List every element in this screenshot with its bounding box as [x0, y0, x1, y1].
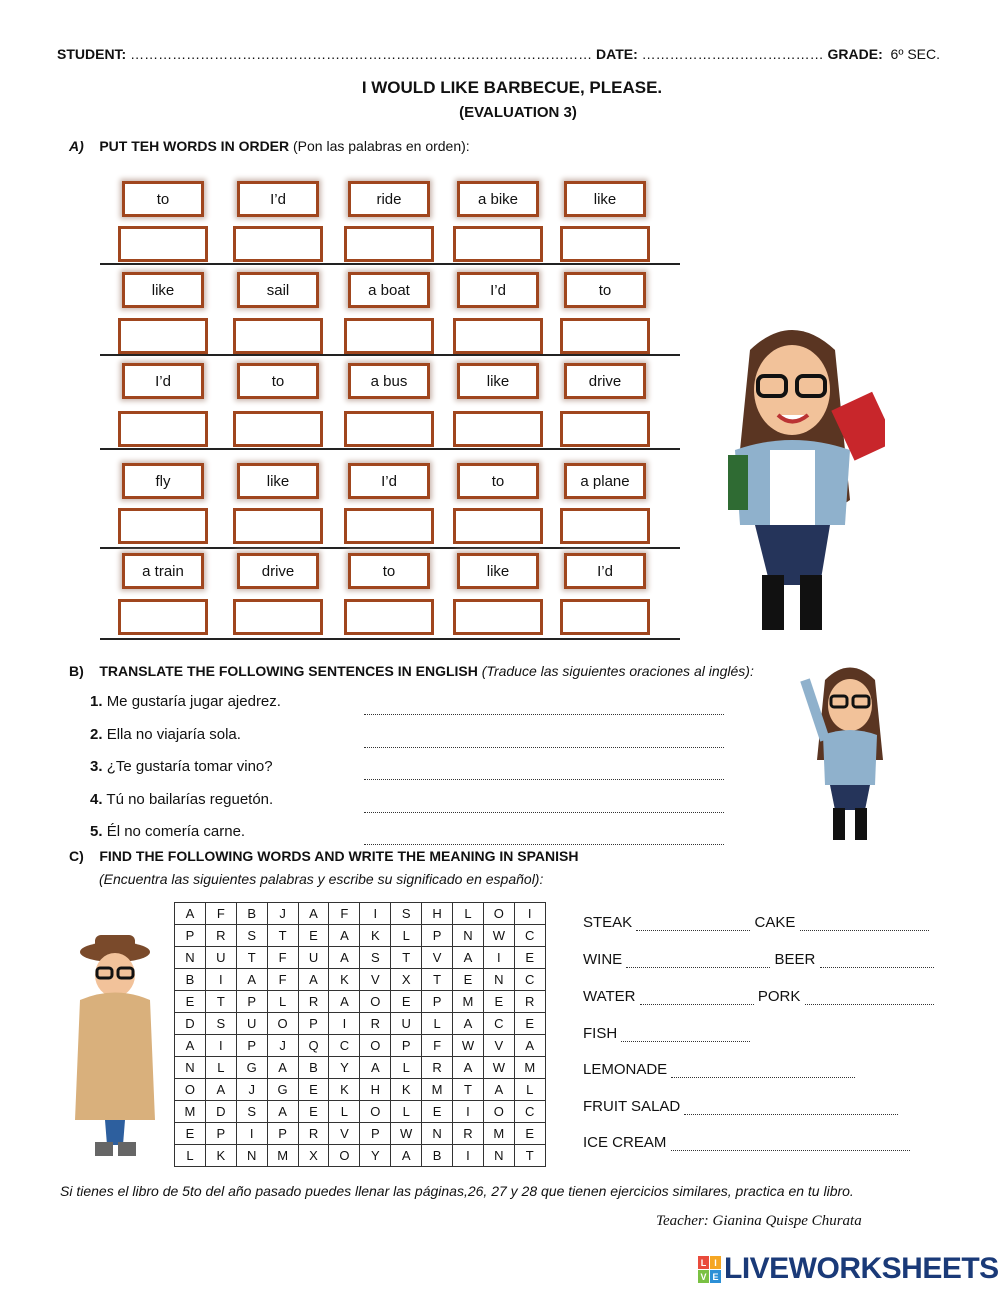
answer-box[interactable]	[118, 411, 208, 447]
grid-letter[interactable]: E	[298, 1101, 329, 1123]
sentence-prompt	[90, 726, 241, 743]
grid-letter[interactable]: O	[360, 991, 391, 1013]
grid-letter[interactable]: I	[453, 1145, 484, 1167]
section-c-note: (Encuentra las siguientes palabras y escribe su significado en español):	[99, 871, 544, 887]
word-chip[interactable]: sail	[237, 272, 319, 308]
grid-letter[interactable]: U	[298, 947, 329, 969]
grid-letter[interactable]: K	[329, 1079, 360, 1101]
grid-letter[interactable]: L	[453, 903, 484, 925]
grid-letter[interactable]: C	[483, 1013, 514, 1035]
grid-letter[interactable]: R	[453, 1123, 484, 1145]
answer-box[interactable]	[560, 411, 650, 447]
grid-letter[interactable]: A	[236, 969, 267, 991]
grid-letter[interactable]: Y	[360, 1145, 391, 1167]
logo-mark-letter: V	[700, 1272, 707, 1282]
grid-letter[interactable]: A	[329, 925, 360, 947]
answer-box[interactable]	[560, 318, 650, 354]
grid-letter[interactable]: I	[483, 947, 514, 969]
translation-input[interactable]	[364, 727, 724, 748]
word-chip[interactable]: to	[564, 272, 646, 308]
section-c-note-line	[99, 871, 543, 887]
grid-letter[interactable]: S	[391, 903, 422, 925]
section-c-heading	[69, 848, 578, 864]
grid-letter[interactable]: C	[514, 925, 545, 947]
answer-box[interactable]	[560, 508, 650, 544]
grid-letter[interactable]: W	[391, 1123, 422, 1145]
grid-letter[interactable]: N	[236, 1145, 267, 1167]
word-chip[interactable]: to	[122, 181, 204, 217]
grid-letter[interactable]: M	[514, 1057, 545, 1079]
sentence-number: 5.	[90, 823, 103, 840]
grid-letter[interactable]: P	[360, 1123, 391, 1145]
teacher-signature: Teacher: Gianina Quispe Churata	[656, 1213, 862, 1229]
grid-row	[175, 1123, 546, 1145]
grid-letter[interactable]: N	[175, 947, 206, 969]
grid-letter[interactable]: W	[483, 925, 514, 947]
vocab-word: WATER	[583, 988, 636, 1005]
word-chip[interactable]: I’d	[237, 181, 319, 217]
word-chip[interactable]: a train	[122, 553, 204, 589]
grid-letter[interactable]: K	[360, 925, 391, 947]
word-chip[interactable]: drive	[564, 363, 646, 399]
grid-letter[interactable]: E	[298, 925, 329, 947]
grid-letter[interactable]: I	[360, 903, 391, 925]
grid-letter[interactable]: E	[391, 991, 422, 1013]
grid-letter[interactable]: U	[236, 1013, 267, 1035]
meaning-input[interactable]	[640, 986, 754, 1005]
grid-letter[interactable]: T	[236, 947, 267, 969]
sentence-prompt	[90, 823, 245, 840]
row-divider	[100, 638, 680, 640]
translation-input[interactable]	[364, 824, 724, 845]
answer-box[interactable]	[118, 318, 208, 354]
vocab-word: STEAK	[583, 914, 633, 931]
grid-row	[175, 1145, 546, 1167]
grid-letter[interactable]: L	[391, 1101, 422, 1123]
grid-letter[interactable]: L	[514, 1079, 545, 1101]
section-b-letter: B)	[69, 663, 84, 679]
grid-letter[interactable]: T	[453, 1079, 484, 1101]
word-chip[interactable]: like	[457, 553, 539, 589]
grid-letter[interactable]: A	[267, 1057, 298, 1079]
teacher-avatar-reading-image	[700, 320, 885, 640]
sentence-number: 3.	[90, 758, 103, 775]
section-a-note: (Pon las palabras en orden):	[293, 138, 470, 154]
grid-letter[interactable]: E	[453, 969, 484, 991]
vocab-word: PORK	[757, 988, 801, 1005]
answer-box[interactable]	[118, 599, 208, 635]
section-c-title: FIND THE FOLLOWING WORDS AND WRITE THE MEANING IN SPANISH	[99, 848, 579, 864]
grid-letter[interactable]: M	[267, 1145, 298, 1167]
meaning-input[interactable]	[636, 912, 750, 931]
word-search-grid	[174, 902, 546, 1167]
answer-box[interactable]	[233, 226, 323, 262]
answer-box[interactable]	[233, 508, 323, 544]
section-b-title: TRANSLATE THE FOLLOWING SENTENCES IN ENGLISH	[99, 663, 478, 679]
grid-letter[interactable]: O	[360, 1035, 391, 1057]
grid-letter[interactable]: A	[483, 1079, 514, 1101]
grid-letter[interactable]: A	[391, 1145, 422, 1167]
grid-letter[interactable]: B	[175, 969, 206, 991]
grid-letter[interactable]: H	[422, 903, 453, 925]
grid-letter[interactable]: P	[391, 1035, 422, 1057]
vocab-word: LEMONADE	[583, 1061, 668, 1078]
sentence-number: 4.	[90, 790, 103, 808]
row-divider	[100, 263, 680, 265]
answer-box[interactable]	[344, 508, 434, 544]
grid-letter[interactable]: A	[329, 991, 360, 1013]
meaning-input[interactable]	[671, 1132, 910, 1151]
word-chip[interactable]: I’d	[122, 363, 204, 399]
grid-letter[interactable]: B	[298, 1057, 329, 1079]
grid-letter[interactable]: J	[267, 1035, 298, 1057]
grid-letter[interactable]: L	[175, 1145, 206, 1167]
grid-letter[interactable]: T	[422, 969, 453, 991]
sentence-number: 1.	[90, 693, 103, 710]
grid-letter[interactable]: E	[514, 1013, 545, 1035]
translation-input[interactable]	[364, 792, 724, 813]
grid-letter[interactable]: C	[329, 1035, 360, 1057]
grid-letter[interactable]: X	[298, 1145, 329, 1167]
grid-letter[interactable]: X	[391, 969, 422, 991]
grid-letter[interactable]: P	[267, 1123, 298, 1145]
grid-letter[interactable]: B	[422, 1145, 453, 1167]
word-chip[interactable]: like	[122, 272, 204, 308]
sentence-text: ¿Te gustaría tomar vino?	[106, 758, 273, 775]
grid-letter[interactable]: C	[514, 1101, 545, 1123]
sentence-text: Ella no viajaría sola.	[106, 725, 241, 743]
grid-letter[interactable]: G	[236, 1057, 267, 1079]
word-chip[interactable]: a bike	[457, 181, 539, 217]
grid-letter[interactable]: B	[236, 903, 267, 925]
word-chip[interactable]: to	[237, 363, 319, 399]
grid-letter[interactable]: W	[453, 1035, 484, 1057]
grid-letter[interactable]: I	[205, 1035, 236, 1057]
grid-letter[interactable]: J	[236, 1079, 267, 1101]
grid-letter[interactable]: A	[298, 969, 329, 991]
grid-letter[interactable]: H	[360, 1079, 391, 1101]
logo-mark-letter: E	[712, 1272, 719, 1282]
vocab-word: ICE CREAM	[583, 1134, 667, 1151]
grid-letter[interactable]: S	[236, 925, 267, 947]
grid-letter[interactable]: P	[298, 1013, 329, 1035]
grid-letter[interactable]: Q	[298, 1035, 329, 1057]
grid-letter[interactable]: T	[514, 1145, 545, 1167]
grid-letter[interactable]: D	[205, 1101, 236, 1123]
grid-letter[interactable]: S	[360, 947, 391, 969]
grid-letter[interactable]: V	[360, 969, 391, 991]
answer-box[interactable]	[233, 318, 323, 354]
grid-letter[interactable]: A	[360, 1057, 391, 1079]
answer-box[interactable]	[233, 599, 323, 635]
grid-letter[interactable]: E	[514, 947, 545, 969]
answer-box[interactable]	[233, 411, 323, 447]
meaning-input[interactable]	[820, 949, 934, 968]
grid-letter[interactable]: F	[267, 969, 298, 991]
grade-value: 6º SEC.	[890, 46, 941, 62]
grid-letter[interactable]: N	[422, 1123, 453, 1145]
grid-letter[interactable]: F	[267, 947, 298, 969]
meaning-input[interactable]	[684, 1096, 898, 1115]
word-chip[interactable]: ride	[348, 181, 430, 217]
logo-mark-letter: I	[714, 1258, 717, 1268]
vocab-row	[583, 1059, 855, 1078]
meaning-input[interactable]	[621, 1023, 750, 1042]
grid-letter[interactable]: P	[205, 1123, 236, 1145]
page-subtitle: (EVALUATION 3)	[459, 104, 577, 121]
page-title: I WOULD LIKE BARBECUE, PLEASE.	[361, 78, 663, 97]
translation-input[interactable]	[364, 759, 724, 780]
grid-letter[interactable]: Y	[329, 1057, 360, 1079]
grid-letter[interactable]: I	[329, 1013, 360, 1035]
grid-letter[interactable]: L	[329, 1101, 360, 1123]
vocab-row	[583, 1023, 750, 1042]
grid-letter[interactable]: O	[175, 1079, 206, 1101]
grid-letter[interactable]: E	[298, 1079, 329, 1101]
word-chip[interactable]: like	[457, 363, 539, 399]
grid-letter[interactable]: R	[205, 925, 236, 947]
grid-letter[interactable]: K	[391, 1079, 422, 1101]
meaning-input[interactable]	[626, 949, 770, 968]
answer-box[interactable]	[560, 226, 650, 262]
grid-letter[interactable]: A	[175, 903, 206, 925]
grid-letter[interactable]: T	[267, 925, 298, 947]
answer-box[interactable]	[453, 508, 543, 544]
grid-letter[interactable]: P	[236, 991, 267, 1013]
grid-letter[interactable]: L	[391, 925, 422, 947]
vocab-row	[583, 986, 934, 1005]
vocab-row	[583, 1096, 898, 1115]
answer-box[interactable]	[453, 599, 543, 635]
vocab-row	[583, 1132, 910, 1151]
grid-letter[interactable]: F	[329, 903, 360, 925]
grid-letter[interactable]: N	[483, 1145, 514, 1167]
grid-row	[175, 991, 546, 1013]
grid-letter[interactable]: E	[175, 1123, 206, 1145]
answer-box[interactable]	[344, 318, 434, 354]
date-label: DATE:	[596, 46, 638, 62]
grid-letter[interactable]: J	[267, 903, 298, 925]
sentence-text: Él no comería carne.	[106, 823, 246, 840]
section-b-heading	[69, 663, 754, 679]
word-chip[interactable]: a bus	[348, 363, 430, 399]
liveworksheets-logo-mark	[698, 1256, 722, 1284]
grid-letter[interactable]: O	[267, 1013, 298, 1035]
grid-letter[interactable]: A	[298, 903, 329, 925]
grid-letter[interactable]: V	[422, 947, 453, 969]
grid-letter[interactable]: F	[205, 903, 236, 925]
row-divider	[100, 448, 680, 450]
grid-letter[interactable]: W	[483, 1057, 514, 1079]
grid-letter[interactable]: O	[360, 1101, 391, 1123]
grid-letter[interactable]: T	[391, 947, 422, 969]
grid-letter[interactable]: I	[514, 903, 545, 925]
vocab-row	[583, 912, 929, 931]
grid-letter[interactable]: U	[205, 947, 236, 969]
grid-letter[interactable]: T	[205, 991, 236, 1013]
row-divider	[100, 354, 680, 356]
grid-letter[interactable]: A	[453, 947, 484, 969]
meaning-input[interactable]	[805, 986, 934, 1005]
grid-letter[interactable]: F	[422, 1035, 453, 1057]
student-label: STUDENT:	[57, 46, 127, 62]
grid-letter[interactable]: O	[483, 903, 514, 925]
grid-letter[interactable]: V	[329, 1123, 360, 1145]
grid-letter[interactable]: K	[205, 1145, 236, 1167]
grid-letter[interactable]: L	[391, 1057, 422, 1079]
vocab-word: CAKE	[754, 914, 796, 931]
grid-letter[interactable]: M	[175, 1101, 206, 1123]
grid-letter[interactable]: A	[453, 1013, 484, 1035]
grid-row	[175, 1101, 546, 1123]
detective-avatar-image	[65, 930, 165, 1170]
grid-letter[interactable]: V	[483, 1035, 514, 1057]
grid-letter[interactable]: I	[236, 1123, 267, 1145]
grid-letter[interactable]: A	[175, 1035, 206, 1057]
grid-row	[175, 925, 546, 947]
sentence-prompt	[90, 791, 273, 808]
grid-letter[interactable]: S	[236, 1101, 267, 1123]
grid-letter[interactable]: C	[514, 969, 545, 991]
grid-letter[interactable]: P	[422, 991, 453, 1013]
grid-letter[interactable]: N	[453, 925, 484, 947]
grid-letter[interactable]: I	[453, 1101, 484, 1123]
grid-letter[interactable]: P	[175, 925, 206, 947]
answer-box[interactable]	[118, 508, 208, 544]
grid-row	[175, 1035, 546, 1057]
answer-box[interactable]	[344, 599, 434, 635]
word-chip[interactable]: I’d	[348, 463, 430, 499]
section-c-letter: C)	[69, 848, 84, 864]
grid-letter[interactable]: G	[267, 1079, 298, 1101]
word-chip[interactable]: like	[564, 181, 646, 217]
grid-row	[175, 1013, 546, 1035]
date-dots: …………………………………	[641, 46, 824, 62]
grid-row	[175, 947, 546, 969]
grid-letter[interactable]: L	[205, 1057, 236, 1079]
word-chip[interactable]: fly	[122, 463, 204, 499]
section-b-note: (Traduce las siguientes oraciones al inglés):	[481, 663, 754, 679]
grid-letter[interactable]: S	[205, 1013, 236, 1035]
answer-box[interactable]	[344, 226, 434, 262]
grid-letter[interactable]: U	[391, 1013, 422, 1035]
grid-letter[interactable]: K	[329, 969, 360, 991]
sentence-prompt	[90, 758, 273, 775]
grid-letter[interactable]: E	[514, 1123, 545, 1145]
word-chip[interactable]: like	[237, 463, 319, 499]
word-chip[interactable]: I’d	[564, 553, 646, 589]
grid-letter[interactable]: R	[360, 1013, 391, 1035]
grid-letter[interactable]: M	[422, 1079, 453, 1101]
answer-box[interactable]	[453, 411, 543, 447]
student-dots: ………………………………………………………………………………………	[130, 46, 593, 62]
vocab-word: BEER	[774, 951, 816, 968]
grid-letter[interactable]: R	[422, 1057, 453, 1079]
grid-letter[interactable]: A	[514, 1035, 545, 1057]
sentence-number: 2.	[90, 725, 103, 743]
grid-row	[175, 1079, 546, 1101]
grid-letter[interactable]: M	[453, 991, 484, 1013]
grid-letter[interactable]: P	[422, 925, 453, 947]
grid-letter[interactable]: L	[267, 991, 298, 1013]
answer-box[interactable]	[453, 318, 543, 354]
grid-letter[interactable]: N	[483, 969, 514, 991]
meaning-input[interactable]	[800, 912, 929, 931]
grid-letter[interactable]: N	[175, 1057, 206, 1079]
word-chip[interactable]: a boat	[348, 272, 430, 308]
word-chip[interactable]: to	[348, 553, 430, 589]
answer-box[interactable]	[453, 226, 543, 262]
grid-letter[interactable]: O	[483, 1101, 514, 1123]
teacher-avatar-waving-image	[795, 660, 890, 845]
vocab-word: FRUIT SALAD	[583, 1098, 681, 1115]
vocab-word: WINE	[583, 951, 623, 968]
vocab-word: FISH	[583, 1025, 618, 1042]
answer-box[interactable]	[344, 411, 434, 447]
grid-letter[interactable]: I	[205, 969, 236, 991]
grid-letter[interactable]: A	[329, 947, 360, 969]
sentence-prompt	[90, 693, 281, 710]
sentence-text: Me gustaría jugar ajedrez.	[106, 693, 281, 710]
grid-letter[interactable]: A	[453, 1057, 484, 1079]
grid-letter[interactable]: R	[298, 991, 329, 1013]
grade-label: GRADE:	[827, 46, 883, 62]
sentence-text: Tú no bailarías reguetón.	[106, 790, 274, 808]
logo-mark-letter: L	[700, 1258, 707, 1268]
meaning-input[interactable]	[671, 1059, 855, 1078]
translation-input[interactable]	[364, 694, 724, 715]
grid-letter[interactable]: R	[514, 991, 545, 1013]
grid-row	[175, 1057, 546, 1079]
grid-letter[interactable]: D	[175, 1013, 206, 1035]
grid-letter[interactable]: P	[236, 1035, 267, 1057]
grid-letter[interactable]: M	[483, 1123, 514, 1145]
answer-box[interactable]	[118, 226, 208, 262]
grid-letter[interactable]: E	[483, 991, 514, 1013]
grid-letter[interactable]: A	[267, 1101, 298, 1123]
grid-row	[175, 903, 546, 925]
grid-letter[interactable]: E	[422, 1101, 453, 1123]
grid-letter[interactable]: A	[205, 1079, 236, 1101]
section-a-heading	[69, 138, 470, 154]
grid-row	[175, 969, 546, 991]
section-a-title: PUT TEH WORDS IN ORDER	[99, 138, 290, 154]
grid-letter[interactable]: E	[175, 991, 206, 1013]
grid-letter[interactable]: L	[422, 1013, 453, 1035]
word-chip[interactable]: to	[457, 463, 539, 499]
word-chip[interactable]: drive	[237, 553, 319, 589]
word-chip[interactable]: a plane	[564, 463, 646, 499]
vocab-row	[583, 949, 934, 968]
word-chip[interactable]: I’d	[457, 272, 539, 308]
grid-letter[interactable]: O	[329, 1145, 360, 1167]
grid-letter[interactable]: R	[298, 1123, 329, 1145]
section-a-letter: A)	[69, 138, 84, 154]
liveworksheets-logo[interactable]: LIVEWORKSHEETS	[724, 1252, 999, 1285]
footer-note: Si tienes el libro de 5to del año pasado puedes llenar las páginas,26, 27 y 28 que tienen ejercicios similares, practica en tu libro.	[60, 1183, 854, 1199]
row-divider	[100, 547, 680, 549]
answer-box[interactable]	[560, 599, 650, 635]
